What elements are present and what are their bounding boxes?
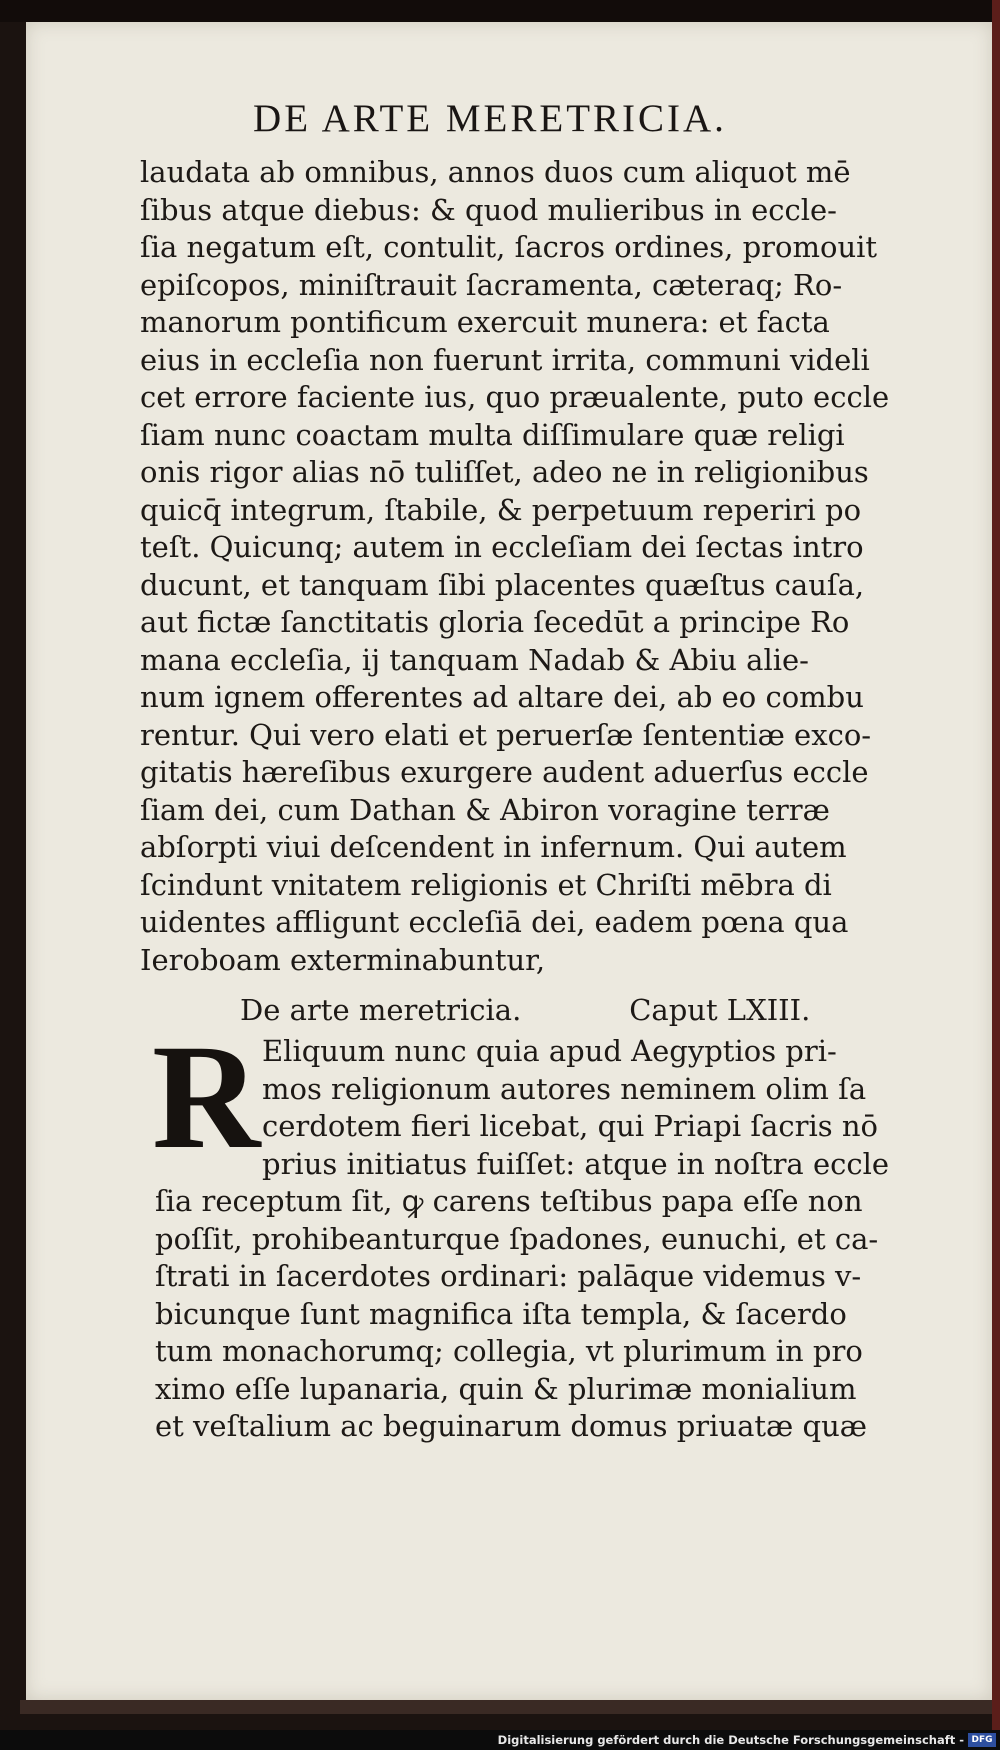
text-line: manorum pontificum exercuit munera: et facta (140, 305, 830, 339)
text-line: mana eccleſia, ij tanquam Nadab & Abiu alie- (140, 642, 809, 677)
text-line: laudata ab omnibus, annos duos cum aliquot mē (140, 155, 851, 189)
text-line: tum monachorumq; collegia, vt plurimum in pro (155, 1334, 863, 1368)
text-line: num ignem offerentes ad altare dei, ab eo combu (140, 680, 864, 714)
chapter-number: Caput LXIII. (629, 993, 811, 1027)
text-line: eius in eccleſia non fuerunt irrita, communi videli (140, 342, 870, 377)
text-line: mos religionum autores neminem olim ſa (262, 1071, 867, 1106)
text-line: ximo eſſe lupanaria, quin & plurimæ monialium (155, 1371, 857, 1406)
text-line: teſt. Quicunq; autem in eccleſiam dei ſectas intro (140, 530, 864, 564)
text-line: abſorpti viui deſcendent in infernum. Qui autem (140, 830, 847, 864)
scan-top-edge (0, 0, 1000, 22)
main-text-block (140, 154, 920, 979)
text-line: ſiam dei, cum Dathan & Abiron voragine terræ (140, 792, 830, 827)
text-line: bicunque ſunt magnifica iſta templa, & ſacerdo (155, 1296, 847, 1331)
text-line: poſſit, prohibeanturque ſpadones, eunuchi, et ca- (155, 1221, 879, 1256)
book-edge (992, 0, 1000, 1730)
text-line: Eliquum nunc quia apud Aegyptios pri- (262, 1034, 837, 1068)
chapter-indented-text (262, 1033, 922, 1183)
text-line: et veſtalium ac beguinarum domus priuatæ quæ (155, 1409, 868, 1443)
page-bottom-edge (20, 1700, 992, 1714)
text-line: epiſcopos, miniſtrauit ſacramenta, cæteraq; Ro- (140, 267, 843, 302)
text-line: ſia negatum eſt, contulit, ſacros ordines, promouit (140, 230, 878, 264)
text-line: Ieroboam exterminabuntur, (140, 942, 546, 977)
dfg-logo-icon: DFG (968, 1733, 996, 1747)
running-head: DE ARTE MERETRICIA. (253, 97, 727, 140)
text-line: cerdotem fieri licebat, qui Priapi ſacris nō (262, 1109, 878, 1143)
chapter-body-text (155, 1183, 935, 1446)
digitization-credit: Digitalisierung gefördert durch die Deutsche Forschungsgemeinschaft - (497, 1733, 964, 1747)
text-line: gitatis hæreſibus exurgere audent aduerſus eccle (140, 755, 869, 789)
text-line: ſibus atque diebus: & quod mulieribus in eccle- (140, 192, 837, 227)
text-line: aut fictæ ſanctitatis gloria ſecedūt a principe Ro (140, 605, 850, 639)
text-line: uidentes affligunt eccleſiā dei, eadem pœna qua (140, 905, 849, 939)
text-line: rentur. Qui vero elati et peruerſæ ſententiæ exco- (140, 717, 872, 752)
text-line: onis rigor alias nō tuliſſet, adeo ne in religionibus (140, 455, 869, 489)
text-line: cet errore faciente ius, quo præualente, puto eccle (140, 380, 890, 414)
drop-cap-initial: R (152, 1014, 261, 1180)
chapter-title: De arte meretricia. (240, 993, 522, 1027)
text-line: ſiam nunc coactam multa diſſimulare quæ religi (140, 417, 845, 452)
text-line: ſia receptum ſit, ꝙ carens teſtibus papa eſſe non (155, 1184, 863, 1218)
chapter-heading (240, 990, 920, 1030)
text-line: ſcindunt vnitatem religionis et Chriſti mēbra di (140, 867, 832, 902)
text-line: quicq̄ integrum, ſtabile, & perpetuum reperiri po (140, 492, 862, 527)
text-line: ſtrati in ſacerdotes ordinari: palāque videmus v- (155, 1259, 862, 1293)
text-line: ducunt, et tanquam ſibi placentes quæſtus cauſa, (140, 567, 865, 602)
text-line: prius initiatus fuiſſet: atque in noſtra eccle (262, 1146, 890, 1181)
